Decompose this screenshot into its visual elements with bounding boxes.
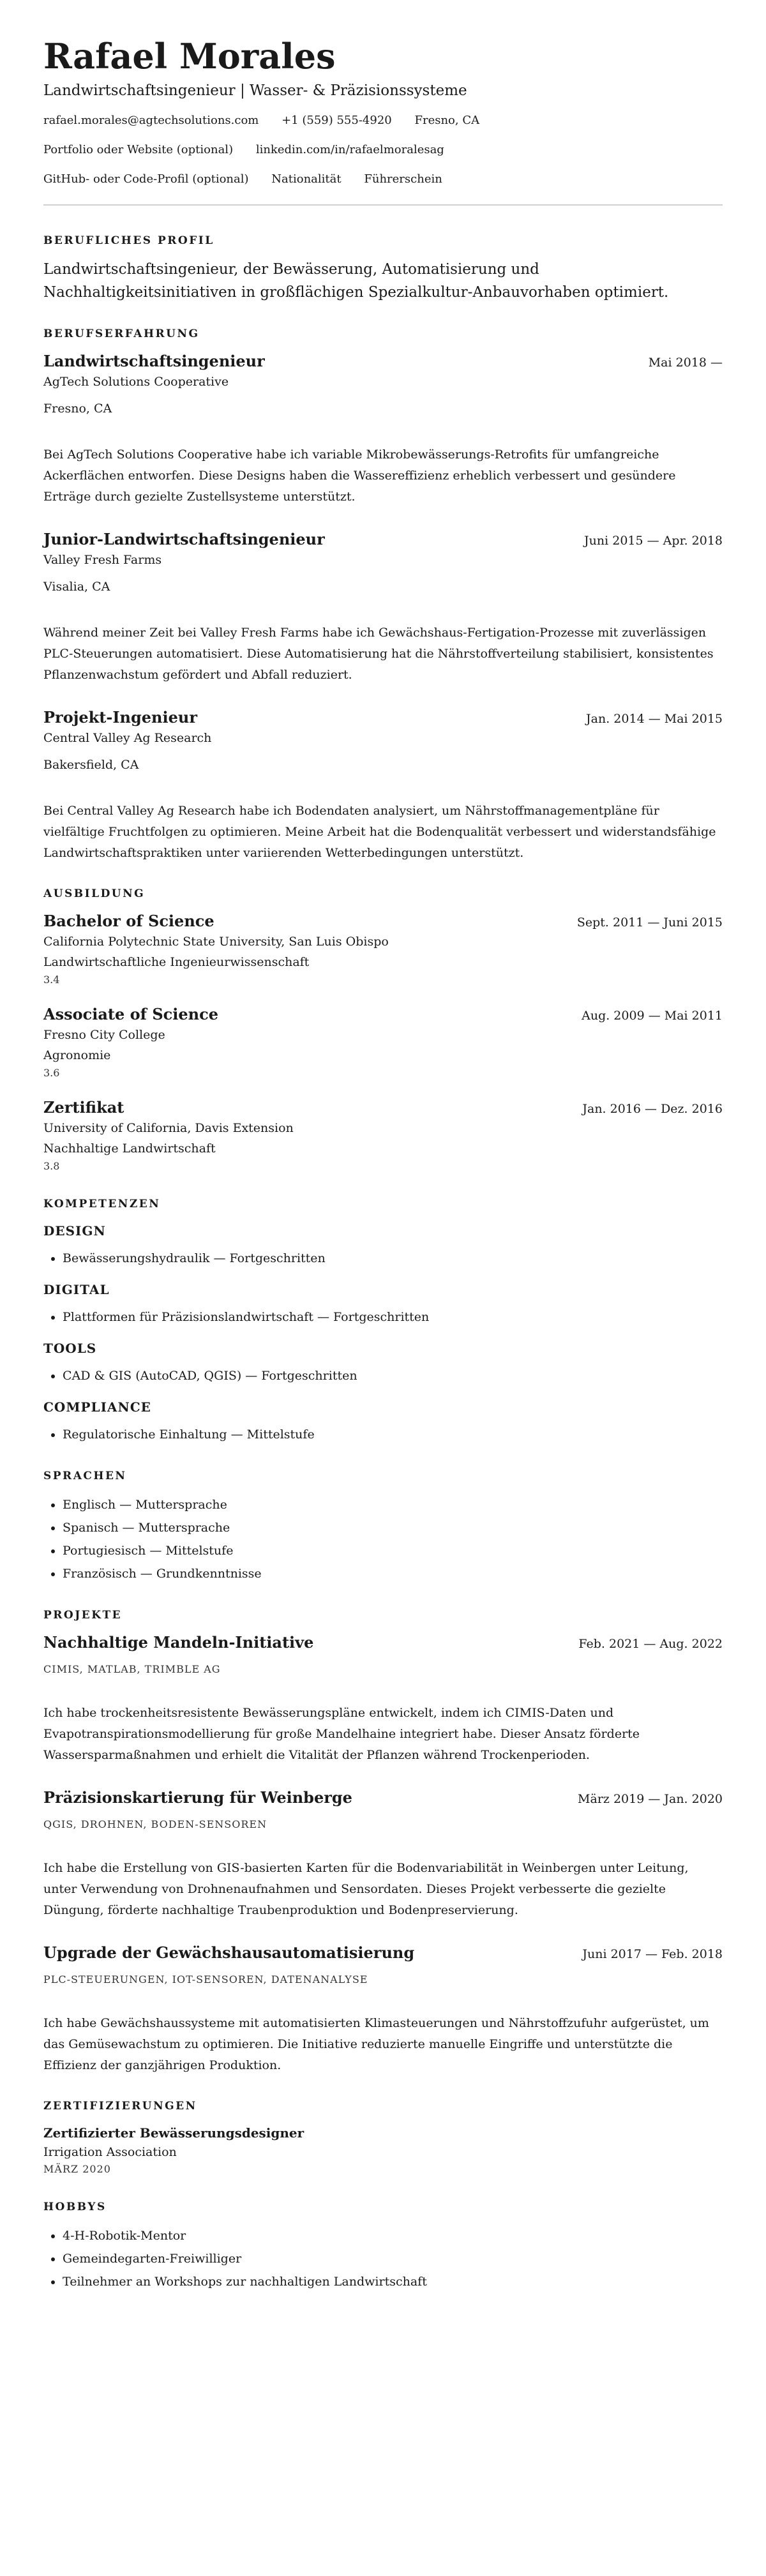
contact-portfolio[interactable]: Portfolio oder Website (optional)	[43, 143, 234, 156]
candidate-name: Rafael Morales	[43, 36, 336, 77]
project-dates: Juni 2017 — Feb. 2018	[582, 1947, 723, 1961]
school-name: Fresno City College	[43, 1028, 165, 1042]
job-title: Junior-Landwirtschaftsingenieur	[43, 530, 325, 548]
project-tools: PLC-STEUERUNGEN, IOT-SENSOREN, DATENANALYSE	[43, 1973, 368, 1985]
education-entry	[43, 1004, 723, 1081]
skill-item: • CAD & GIS (AutoCAD, QGIS) — Fortgeschritten	[63, 1364, 723, 1387]
field-of-study: Landwirtschaftliche Ingenieurwissenschaft	[43, 955, 310, 969]
hobby-item: • 4-H-Robotik-Mentor	[63, 2224, 723, 2247]
job-dates: Juni 2015 — Apr. 2018	[584, 534, 723, 548]
contact-nationality: Nationalität	[271, 172, 342, 186]
field-of-study: Nachhaltige Landwirtschaft	[43, 1141, 216, 1156]
language-item: • Portugiesisch — Mittelstufe	[63, 1539, 723, 1562]
skill-group	[43, 1397, 723, 1446]
project-entry	[43, 1943, 723, 2076]
education-section	[43, 887, 723, 1174]
hobby-item: • Gemeindegarten-Freiwilliger	[63, 2247, 723, 2270]
education-entry-header	[43, 1097, 723, 1118]
skill-item: • Regulatorische Einhaltung — Mittelstufe	[63, 1423, 723, 1446]
contact-row-extra	[43, 171, 723, 188]
education-entry	[43, 911, 723, 988]
job-description: Bei AgTech Solutions Cooperative habe ich variable Mikrobewässerungs-Retrofits für umfangreiche Ackerflächen entworfen. Diese Designs haben die Wassereffizienz erheblich verbessert und gesündere Erträge durch gezielte Zustellsysteme unterstützt.	[43, 448, 676, 504]
profile-section	[43, 234, 723, 304]
experience-entry	[43, 529, 723, 686]
experience-entry	[43, 351, 723, 508]
profile-summary: Landwirtschaftsingenieur, der Bewässerung, Automatisierung und Nachhaltigkeitsinitiativen in großflächigen Spezialkultur-Anbauvorhaben optimiert.	[43, 261, 669, 301]
grade-value: 3.8	[43, 1160, 60, 1172]
skills-section-title: KOMPETENZEN	[43, 1198, 161, 1210]
degree-title: Bachelor of Science	[43, 912, 214, 930]
skill-category: TOOLS	[43, 1341, 97, 1356]
experience-entry	[43, 707, 723, 864]
projects-section-title: PROJEKTE	[43, 1609, 123, 1622]
job-description: Bei Central Valley Ag Research habe ich Bodendaten analysiert, um Nährstoffmanagementpläne für vielfältige Fruchtfolgen zu optimieren. Meine Arbeit hat die Bodenqualität verbessert und widerstandsfähige Landwirtschaftspraktiken unter variierenden Wetterbedingungen unterstützt.	[43, 804, 716, 860]
projects-section	[43, 1608, 723, 2076]
skill-list	[43, 1423, 723, 1446]
project-dates: März 2019 — Jan. 2020	[578, 1792, 723, 1806]
header-divider	[43, 204, 723, 206]
skill-list	[43, 1364, 723, 1387]
skill-group	[43, 1280, 723, 1329]
degree-title: Zertifikat	[43, 1098, 124, 1117]
certifications-section-title: ZERTIFIZIERUNGEN	[43, 2100, 197, 2113]
experience-entry-header	[43, 529, 723, 550]
contact-location: Fresno, CA	[414, 114, 480, 127]
education-entry	[43, 1097, 723, 1174]
hobbies-section-title: HOBBYS	[43, 2201, 107, 2213]
resume-header	[43, 36, 723, 188]
degree-dates: Sept. 2011 — Juni 2015	[576, 915, 723, 930]
job-dates: Jan. 2014 — Mai 2015	[586, 712, 723, 726]
skill-category: DESIGN	[43, 1223, 106, 1239]
skill-item: • Plattformen für Präzisionslandwirtschaft — Fortgeschritten	[63, 1306, 723, 1329]
job-employer: Central Valley Ag Research	[43, 731, 212, 745]
job-description: Während meiner Zeit bei Valley Fresh Farms habe ich Gewächshaus-Fertigation-Prozesse mit zuverlässigen PLC-Steuerungen automatisiert. Diese Automatisierung hat die Nährstoffverteilung stabilisiert, konsistentes Pflanzenwachstum gefördert und Abfall reduziert.	[43, 626, 714, 682]
experience-entry-header	[43, 351, 723, 372]
profile-section-title: BERUFLICHES PROFIL	[43, 234, 214, 247]
education-entry-header	[43, 1004, 723, 1025]
contact-phone[interactable]: +1 (559) 555-4920	[282, 114, 392, 127]
job-title: Projekt-Ingenieur	[43, 708, 197, 727]
skill-list	[43, 1306, 723, 1329]
contact-license: Führerschein	[364, 172, 442, 186]
certification-title: Zertifizierter Bewässerungsdesigner	[43, 2125, 304, 2141]
languages-section	[43, 1469, 723, 1585]
skill-category: DIGITAL	[43, 1282, 110, 1297]
certification-issuer: Irrigation Association	[43, 2145, 177, 2159]
contact-row-primary	[43, 112, 723, 129]
education-section-title: AUSBILDUNG	[43, 887, 146, 900]
project-entry-header	[43, 1632, 723, 1653]
school-name: University of California, Davis Extension	[43, 1121, 294, 1135]
experience-section-title: BERUFSERFAHRUNG	[43, 328, 200, 340]
contact-email[interactable]: rafael.morales@agtechsolutions.com	[43, 114, 259, 127]
job-employer: Valley Fresh Farms	[43, 553, 162, 567]
contact-github[interactable]: GitHub- oder Code-Profil (optional)	[43, 172, 249, 186]
contact-row-links	[43, 142, 723, 158]
language-list	[43, 1493, 723, 1585]
degree-dates: Aug. 2009 — Mai 2011	[582, 1009, 723, 1023]
skill-group	[43, 1339, 723, 1387]
certification-entry	[43, 2123, 723, 2177]
skill-item: • Bewässerungshydraulik — Fortgeschritten	[63, 1247, 723, 1270]
degree-dates: Jan. 2016 — Dez. 2016	[582, 1102, 723, 1116]
language-item: • Französisch — Grundkenntnisse	[63, 1562, 723, 1585]
skill-group	[43, 1221, 723, 1270]
language-item: • Spanisch — Muttersprache	[63, 1516, 723, 1539]
job-location: Fresno, CA	[43, 402, 112, 416]
project-description: Ich habe trockenheitsresistente Bewässerungspläne entwickelt, indem ich CIMIS-Daten und Evapotranspirationsmodellierung für große Mandelhaine integriert habe. Dieser Ansatz förderte Wassersparmaßnahmen und erhielt die Vitalität der Pflanzen während Trockenperioden.	[43, 1706, 640, 1762]
project-entry-header	[43, 1788, 723, 1808]
certifications-section	[43, 2099, 723, 2177]
language-item: • Englisch — Muttersprache	[63, 1493, 723, 1516]
project-description: Ich habe die Erstellung von GIS-basierten Karten für die Bodenvariabilität in Weinbergen unter Leitung, unter Verwendung von Drohnenaufnahmen und Sensordaten. Dieses Projekt verbesserte die gezielte Düngung, förderte nachhaltige Traubenproduktion und Bodenpreservierung.	[43, 1861, 689, 1917]
project-dates: Feb. 2021 — Aug. 2022	[578, 1637, 723, 1651]
project-tools: QGIS, DROHNEN, BODEN-SENSOREN	[43, 1818, 267, 1830]
hobby-item: • Teilnehmer an Workshops zur nachhaltigen Landwirtschaft	[63, 2270, 723, 2293]
project-entry	[43, 1632, 723, 1766]
grade-value: 3.6	[43, 1067, 60, 1079]
skills-section	[43, 1197, 723, 1446]
candidate-headline: Landwirtschaftsingenieur | Wasser- & Präzisionssysteme	[43, 82, 467, 99]
certification-date: MÄRZ 2020	[43, 2163, 111, 2175]
skill-list	[43, 1247, 723, 1270]
experience-section	[43, 327, 723, 864]
project-entry-header	[43, 1943, 723, 1963]
project-title: Nachhaltige Mandeln-Initiative	[43, 1633, 314, 1652]
project-tools: CIMIS, MATLAB, TRIMBLE AG	[43, 1663, 221, 1675]
job-title: Landwirtschaftsingenieur	[43, 352, 265, 370]
job-dates: Mai 2018 —	[648, 356, 723, 370]
project-title: Upgrade der Gewächshausautomatisierung	[43, 1943, 415, 1962]
hobby-list	[43, 2224, 723, 2293]
field-of-study: Agronomie	[43, 1048, 111, 1062]
languages-section-title: SPRACHEN	[43, 1470, 127, 1482]
skill-category: COMPLIANCE	[43, 1399, 151, 1415]
project-title: Präzisionskartierung für Weinberge	[43, 1788, 352, 1807]
grade-value: 3.4	[43, 974, 60, 986]
job-location: Visalia, CA	[43, 580, 110, 594]
experience-entry-header	[43, 707, 723, 728]
degree-title: Associate of Science	[43, 1005, 218, 1023]
education-entry-header	[43, 911, 723, 931]
hobbies-section	[43, 2200, 723, 2293]
job-location: Bakersfield, CA	[43, 758, 139, 772]
project-entry	[43, 1788, 723, 1921]
school-name: California Polytechnic State University, San Luis Obispo	[43, 935, 389, 949]
job-employer: AgTech Solutions Cooperative	[43, 375, 229, 389]
project-description: Ich habe Gewächshaussysteme mit automatisierten Klimasteuerungen und Nährstoffzufuhr aufgerüstet, um das Gemüsewachstum zu optimieren. Die Initiative reduzierte manuelle Eingriffe und unterstützte die Effizienz der ganzjährigen Produktion.	[43, 2016, 709, 2072]
contact-linkedin[interactable]: linkedin.com/in/rafaelmoralesag	[255, 143, 444, 156]
